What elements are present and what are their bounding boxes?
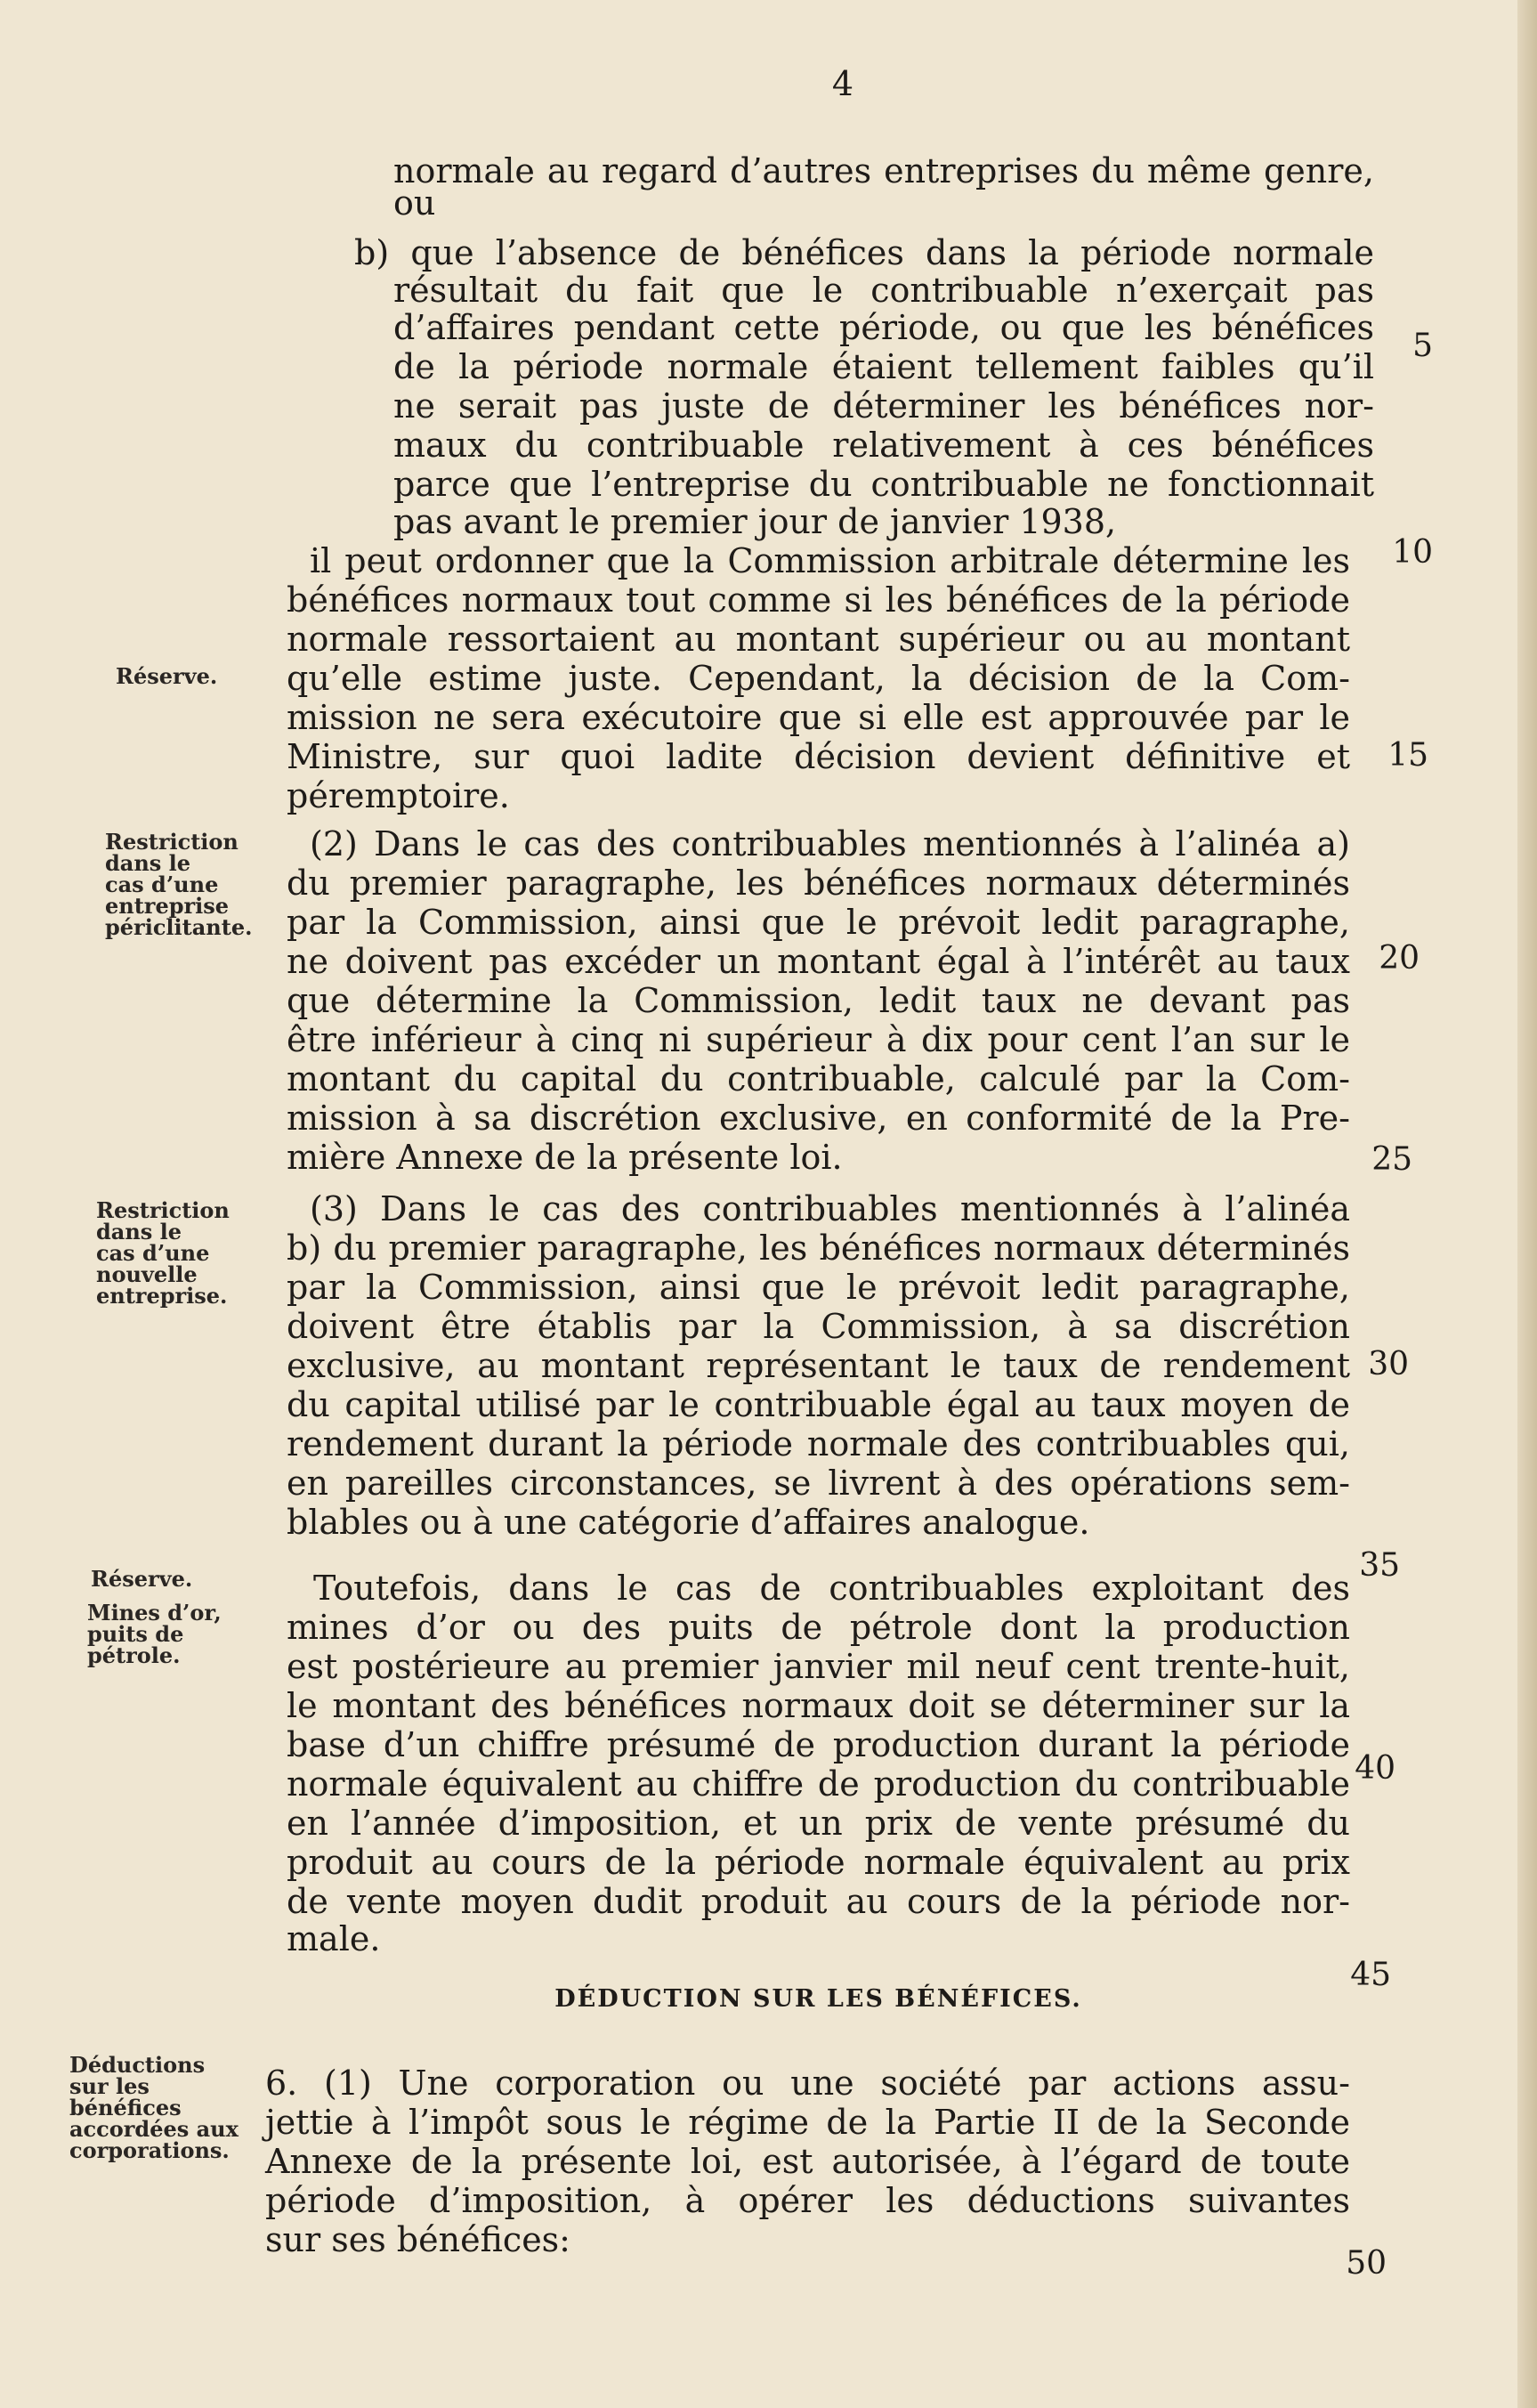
text-line: d’affaires pendant cette période, ou que les bénéfices xyxy=(393,308,1374,347)
text-line: exclusive, au montant représentant le taux de rendement xyxy=(287,1346,1350,1385)
page-edge xyxy=(1517,0,1537,2408)
text-line: par la Commission, ainsi que le prévoit ledit paragraphe, xyxy=(287,903,1350,942)
text-line: ne doivent pas excéder un montant égal à l’intérêt au taux xyxy=(287,942,1350,981)
side-note-reserve-2: Réserve. xyxy=(91,1566,193,1592)
text-line: b) du premier paragraphe, les bénéfices normaux déterminés xyxy=(287,1228,1350,1268)
line-number: 40 xyxy=(1355,1750,1395,1787)
text-line: sur ses bénéfices: xyxy=(265,2220,570,2259)
text-line: mission ne sera exécutoire que si elle est approuvée par le xyxy=(287,698,1350,737)
side-note-mines: Mines d’or, puits de pétrole. xyxy=(87,1600,222,1668)
text-line: doivent être établis par la Commission, à sa discrétion xyxy=(287,1307,1350,1346)
text-line: produit au cours de la période normale équivalent au prix xyxy=(287,1843,1350,1882)
text-line: de la période normale étaient tellement faibles qu’il xyxy=(393,347,1374,386)
text-line: ou xyxy=(393,183,436,223)
side-note-deductions: Déductions sur les bénéfices accordées aux corporations. xyxy=(69,2052,239,2163)
text-line: il peut ordonner que la Commission arbitrale détermine les xyxy=(310,541,1350,580)
side-note-restriction-new: Restriction dans le cas d’une nouvelle entreprise. xyxy=(96,1197,230,1309)
text-line: rendement durant la période normale des contribuables qui, xyxy=(287,1424,1350,1463)
text-line: maux du contribuable relativement à ces bénéfices xyxy=(393,426,1374,465)
text-line: est postérieure au premier janvier mil neuf cent trente-huit, xyxy=(287,1647,1350,1686)
line-number: 10 xyxy=(1392,534,1433,571)
text-line: base d’un chiffre présumé de production durant la période xyxy=(287,1725,1350,1764)
text-line: de vente moyen dudit produit au cours de la période nor- xyxy=(287,1882,1350,1921)
text-line: (3) Dans le cas des contribuables mentionnés à l’alinéa xyxy=(310,1189,1350,1228)
text-line: b) que l’absence de bénéfices dans la période normale xyxy=(354,233,1374,272)
line-number: 15 xyxy=(1387,737,1428,774)
line-number: 20 xyxy=(1379,940,1420,977)
text-line: par la Commission, ainsi que le prévoit ledit paragraphe, xyxy=(287,1268,1350,1307)
side-note-reserve: Réserve. xyxy=(116,663,218,689)
side-note-restriction-declining: Restriction dans le cas d’une entreprise périclitante. xyxy=(105,829,253,940)
text-line: (2) Dans le cas des contribuables mentionnés à l’alinéa a) xyxy=(310,824,1350,863)
text-line: que détermine la Commission, ledit taux ne devant pas xyxy=(287,981,1350,1020)
text-line: normale au regard d’autres entreprises du même genre, xyxy=(393,151,1374,191)
text-line: du premier paragraphe, les bénéfices normaux déterminés xyxy=(287,863,1350,903)
text-line: le montant des bénéfices normaux doit se déterminer sur la xyxy=(287,1686,1350,1725)
line-number: 30 xyxy=(1368,1346,1409,1382)
text-line: jettie à l’impôt sous le régime de la Partie II de la Seconde xyxy=(265,2103,1350,2142)
line-number: 50 xyxy=(1346,2245,1387,2282)
section-heading: DÉDUCTION SUR LES BÉNÉFICES. xyxy=(554,1985,1082,2013)
text-line: mission à sa discrétion exclusive, en conformité de la Pre- xyxy=(287,1099,1350,1138)
text-line: Annexe de la présente loi, est autorisée, à l’égard de toute xyxy=(265,2142,1350,2181)
line-number: 35 xyxy=(1359,1547,1400,1584)
text-line: normale ressortaient au montant supérieur ou au montant xyxy=(287,620,1350,659)
page-number: 4 xyxy=(831,64,855,103)
text-line: résultait du fait que le contribuable n’exerçait pas xyxy=(393,271,1374,310)
line-number: 45 xyxy=(1350,1957,1391,1993)
text-line: mines d’or ou des puits de pétrole dont la production xyxy=(287,1608,1350,1647)
text-line: montant du capital du contribuable, calculé par la Com- xyxy=(287,1059,1350,1099)
text-line: en pareilles circonstances, se livrent à des opérations sem- xyxy=(287,1463,1350,1503)
text-line: bénéfices normaux tout comme si les bénéfices de la période xyxy=(287,580,1350,620)
text-line: male. xyxy=(287,1919,381,1958)
line-number: 5 xyxy=(1412,328,1433,364)
text-line: pas avant le premier jour de janvier 1938, xyxy=(393,502,1117,541)
text-line: mière Annexe de la présente loi. xyxy=(287,1138,843,1177)
text-line: blables ou à une catégorie d’affaires analogue. xyxy=(287,1503,1090,1542)
line-number: 25 xyxy=(1371,1141,1412,1178)
text-line: être inférieur à cinq ni supérieur à dix pour cent l’an sur le xyxy=(287,1020,1350,1059)
text-line: parce que l’entreprise du contribuable ne fonctionnait xyxy=(393,465,1374,504)
text-line: normale équivalent au chiffre de production du contribuable xyxy=(287,1764,1350,1804)
text-line: qu’elle estime juste. Cependant, la décision de la Com- xyxy=(287,659,1350,698)
text-line: 6. (1) Une corporation ou une société par actions assu- xyxy=(265,2063,1350,2103)
text-line: Ministre, sur quoi ladite décision devient définitive et xyxy=(287,737,1350,776)
text-line: période d’imposition, à opérer les déductions suivantes xyxy=(265,2181,1350,2220)
text-line: du capital utilisé par le contribuable égal au taux moyen de xyxy=(287,1385,1350,1424)
text-line: Toutefois, dans le cas de contribuables exploitant des xyxy=(313,1569,1350,1608)
text-line: ne serait pas juste de déterminer les bénéfices nor- xyxy=(393,386,1374,426)
text-line: en l’année d’imposition, et un prix de vente présumé du xyxy=(287,1804,1350,1843)
text-line: péremptoire. xyxy=(287,776,510,815)
